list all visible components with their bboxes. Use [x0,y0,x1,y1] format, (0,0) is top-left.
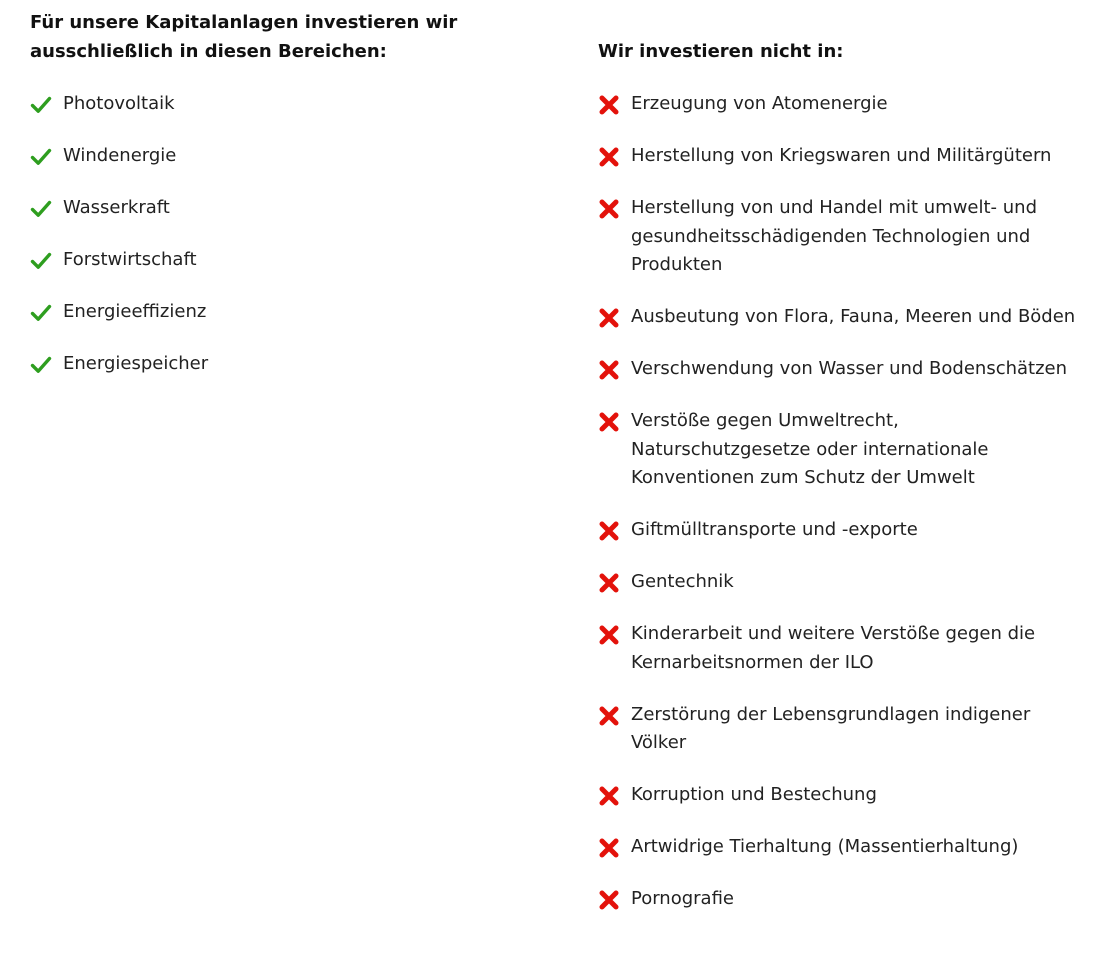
cross-icon [598,307,620,329]
cross-icon [598,624,620,646]
list-item-label: Verstöße gegen Umweltrecht, Naturschutzgesetze oder internationale Konventionen zum Schutz der Umwelt [631,410,989,488]
list-item [598,833,1078,862]
cross-icon [598,837,620,859]
list-item-label: Energieeffizienz [63,301,207,322]
list-item-label: Windenergie [63,145,177,166]
list-item-label: Wasserkraft [63,197,170,218]
invest-in-heading [30,0,500,66]
list-item-label: Verschwendung von Wasser und Bodenschätzen [631,358,1068,379]
list-item-label: Zerstörung der Lebensgrundlagen indigener Völker [631,703,1031,753]
list-item [598,355,1078,384]
check-icon [30,302,52,324]
list-item [598,781,1078,810]
list-item-label: Pornografie [631,888,734,909]
list-item [598,568,1078,597]
list-item [30,142,500,171]
list-item-label: Artwidrige Tierhaltung (Massentierhaltung) [631,836,1019,857]
invest-in-heading-line1: Für unsere Kapitalanlagen investieren wir [30,12,458,33]
list-item-label: Forstwirtschaft [63,249,197,270]
check-icon [30,94,52,116]
list-item-label: Giftmülltransporte und -exporte [631,519,918,540]
list-item [598,885,1078,914]
cross-icon [598,94,620,116]
check-icon [30,354,52,376]
do-not-invest-column [598,0,1078,937]
list-item [598,90,1078,119]
list-item-label: Photovoltaik [63,93,175,114]
list-item [30,90,500,119]
invest-in-column [30,0,500,402]
cross-icon [598,198,620,220]
cross-icon [598,411,620,433]
cross-icon [598,520,620,542]
list-item [598,407,1078,493]
do-not-invest-list [598,90,1078,914]
list-item-label: Erzeugung von Atomenergie [631,93,888,114]
invest-in-heading-line2: ausschließlich in diesen Bereichen: [30,41,387,62]
list-item [598,701,1078,758]
list-item-label: Gentechnik [631,571,734,592]
cross-icon [598,705,620,727]
cross-icon [598,572,620,594]
list-item [598,516,1078,545]
cross-icon [598,785,620,807]
list-item [598,142,1078,171]
list-item-label: Ausbeutung von Flora, Fauna, Meeren und Böden [631,306,1076,327]
list-item [598,194,1078,280]
check-icon [30,250,52,272]
list-item [30,350,500,379]
list-item [598,620,1078,677]
list-item-label: Kinderarbeit und weitere Verstöße gegen die Kernarbeitsnormen der ILO [631,623,1036,673]
list-item-label: Herstellung von Kriegswaren und Militärgütern [631,145,1052,166]
list-item [30,194,500,223]
list-item [30,246,500,275]
list-item [30,298,500,327]
do-not-invest-heading: Wir investieren nicht in: [598,41,844,62]
cross-icon [598,359,620,381]
cross-icon [598,146,620,168]
check-icon [30,146,52,168]
list-item-label: Energiespeicher [63,353,209,374]
list-item [598,303,1078,332]
list-item-label: Korruption und Bestechung [631,784,877,805]
check-icon [30,198,52,220]
invest-in-list [30,90,500,379]
list-item-label: Herstellung von und Handel mit umwelt- und gesundheitsschädigenden Technologien und Produkten [631,197,1038,275]
cross-icon [598,889,620,911]
